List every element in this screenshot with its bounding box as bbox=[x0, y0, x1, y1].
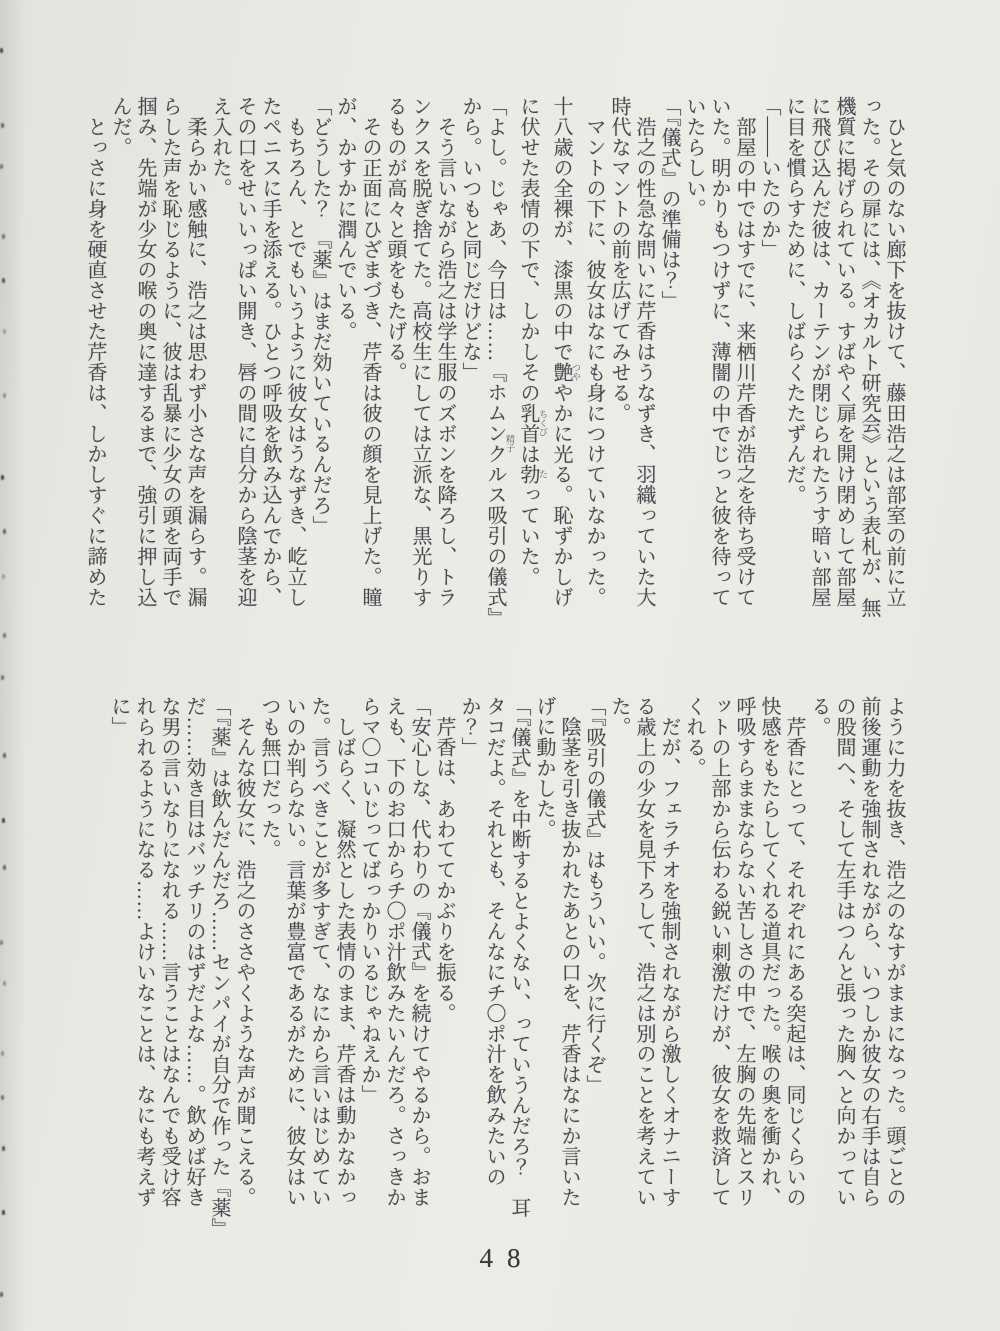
text-column: が、かすかに潤んでいる。 bbox=[334, 96, 356, 342]
text-column: た。言うべきことが多すぎて、なにから言いはじめてい bbox=[308, 696, 330, 1208]
text-column: タコだよ。それとも、そんなにチ〇ポ汁を飲みたいの bbox=[483, 696, 505, 1187]
text-column: 「どうした？ 『薬』はまだ効いているんだろ」 bbox=[309, 96, 331, 536]
text-column: ットの上部から伝わる鋭い刺激だけが、彼女を救済して bbox=[708, 696, 730, 1208]
text-column: げに動かした。 bbox=[533, 696, 555, 840]
scan-smudge bbox=[3, 753, 6, 758]
text-column: るものが高々と頭をもたげる。 bbox=[384, 96, 406, 383]
scan-smudge bbox=[0, 164, 3, 169]
text-column: くれる。 bbox=[683, 696, 705, 778]
scan-smudge bbox=[2, 1210, 5, 1215]
binding-shadow bbox=[0, 0, 26, 1331]
scan-smudge bbox=[3, 981, 6, 986]
text-column: 「よし。じゃあ、今日は……『ホムンクルス 精子吸引の儀式』 bbox=[484, 96, 515, 628]
text-column: から。いつもと同じだけどな」 bbox=[459, 96, 481, 383]
text-column: いた。明かりもつけずに、薄闇の中でじっと彼を待って bbox=[708, 96, 730, 608]
scan-smudge bbox=[1, 475, 4, 480]
text-column: 「『儀式』を中断するとよくない、っていうんだろ？ 耳 bbox=[508, 696, 530, 1218]
text-block-bottom bbox=[106, 696, 906, 1241]
text-column: いのか判らない。言葉が豊富であるがために、彼女はい bbox=[283, 696, 305, 1208]
text-column: んだ。 bbox=[109, 96, 131, 158]
text-column: 呼吸すらままならない苦しさの中で、左胸の先端とスリ bbox=[733, 696, 755, 1208]
scan-smudge bbox=[3, 633, 6, 638]
text-column: に伏せた表情の下で、しかしその乳首 ちくびは勃 たっていた。 bbox=[517, 96, 548, 587]
text-column: に飛び込んだ彼は、カーテンが閉じられたうす暗い部屋 bbox=[808, 96, 830, 608]
text-column: 芹香は、あわててかぶりを振る。 bbox=[433, 696, 455, 1024]
text-column: え入れた。 bbox=[209, 96, 231, 199]
text-column: 前後運動を強制されながら、いつしか彼女の右手は自ら bbox=[858, 696, 880, 1208]
text-column: だ……効き目はバッチリのはずだよな……。飲めば好き bbox=[183, 696, 205, 1208]
text-column: 「――いたのか」 bbox=[758, 96, 780, 260]
text-column: ように力を抜き、浩之のなすがままになった。頭ごとの bbox=[883, 696, 905, 1208]
text-column: 十八歳の全裸が、漆黒の中で艶 つややかに光る。恥ずかしげ bbox=[550, 96, 581, 608]
scan-smudge bbox=[0, 48, 3, 53]
text-column: だが、フェラチオを強制されながら激しくオナニーす bbox=[658, 696, 680, 1208]
text-column: 「『儀式』の準備は？」 bbox=[658, 96, 680, 311]
text-column: る歳上の少女を見下ろして、浩之は別のことを考えてい bbox=[633, 696, 655, 1208]
text-column: らした声を恥じるように、彼は乱暴に少女の頭を両手で bbox=[159, 96, 181, 608]
scan-smudge bbox=[2, 278, 5, 283]
text-column: った。その扉には、《オカルト研究会》という表札が、無 bbox=[858, 96, 880, 618]
scan-smudge bbox=[2, 818, 5, 823]
text-column: マントの下に、彼女はなにも身につけていなかった。 bbox=[583, 96, 605, 608]
scan-smudge bbox=[3, 529, 6, 534]
text-column: いたらしい。 bbox=[683, 96, 705, 219]
text-column: 機質に掲げられている。すばやく扉を開け閉めして部屋 bbox=[833, 96, 855, 608]
text-column: そう言いながら浩之は学生服のズボンを降ろし、トラ bbox=[434, 96, 456, 608]
text-column: 部屋の中ではすでに、来栖川芹香が浩之を待ち受けて bbox=[733, 96, 755, 608]
page-number: 48 bbox=[479, 1243, 535, 1273]
text-column: の股間へ、そして左手はつんと張った胸へと向かってい bbox=[833, 696, 855, 1208]
scan-smudge bbox=[2, 234, 5, 239]
text-column: る。 bbox=[808, 696, 830, 737]
text-column: 陰茎を引き抜かれたあとの口を、芹香はなにか言いた bbox=[558, 696, 580, 1208]
text-column: か？」 bbox=[458, 696, 480, 758]
text-block-top bbox=[82, 96, 906, 641]
text-column: 「『薬』は飲んだんだろ……センパイが自分で作った『薬』 bbox=[208, 696, 230, 1239]
text-column: 「『吸引の儀式』はもういい。次に行くぞ」 bbox=[583, 696, 605, 1095]
text-column: 柔らかい感触に、浩之は思わず小さな声を漏らす。漏 bbox=[184, 96, 206, 608]
ruby-annotated-word: 勃 た bbox=[517, 464, 548, 485]
text-column: その口をせいいっぱい開き、唇の間に自分から陰茎を迎 bbox=[234, 96, 256, 608]
text-column: ンクスを脱ぎ捨てた。高校生にしては立派な、黒光りす bbox=[409, 96, 431, 608]
text-column: 「安心しな、代わりの『儀式』を続けてやるから。おま bbox=[408, 696, 430, 1208]
ruby-annotated-word: 艶 つや bbox=[550, 361, 581, 383]
scan-smudge bbox=[1, 1095, 4, 1100]
scan-smudge bbox=[0, 1292, 3, 1297]
scan-smudge bbox=[3, 329, 6, 334]
ruby-annotated-word: ホムンクルス 精子 bbox=[484, 382, 515, 506]
text-column: つも無口だった。 bbox=[258, 696, 280, 860]
text-column: 快感をもたらしてくれる道具だった。喉の奥を衝かれ、 bbox=[758, 696, 780, 1208]
scan-smudge bbox=[1, 1051, 4, 1056]
text-column: たペニスに手を添える。ひとつ呼吸を飲み込んでから、 bbox=[259, 96, 281, 608]
text-column: そんな彼女に、浩之のささやくような声が聞こえる。 bbox=[233, 696, 255, 1208]
ruby-annotated-word: 乳首 ちくび bbox=[517, 402, 548, 444]
text-column: しばらく、凝然とした表情のまま、芹香は動かなかっ bbox=[333, 696, 355, 1208]
text-column: 浩之の性急な問いに芹香はうなずき、羽織っていた大 bbox=[633, 96, 655, 608]
text-column: 時代なマントの前を広げてみせる。 bbox=[608, 96, 630, 424]
scan-smudge bbox=[2, 574, 5, 579]
text-column: その正面にひざまづき、芹香は彼の顔を見上げた。瞳 bbox=[359, 96, 381, 608]
text-column: らマ〇コいじってばっかりいるじゃねえか」 bbox=[358, 696, 380, 1105]
text-column: に」 bbox=[108, 696, 130, 737]
text-column: えも、下のお口からチ〇ポ汁飲みたいんだろ。さっきか bbox=[383, 696, 405, 1208]
scan-smudge bbox=[3, 865, 6, 870]
text-column: 掴み、先端が少女の喉の奥に達するまで、強引に押し込 bbox=[134, 96, 156, 608]
scan-smudge bbox=[1, 123, 4, 128]
scan-smudge bbox=[2, 1146, 5, 1151]
text-column: 芹香にとって、それぞれにある突起は、同じくらいの bbox=[783, 696, 805, 1208]
text-column: もちろん、とでもいうように彼女はうなずき、屹立し bbox=[284, 96, 306, 608]
text-column: ひと気のない廊下を抜けて、藤田浩之は部室の前に立 bbox=[883, 96, 905, 608]
scan-smudge bbox=[1, 675, 4, 680]
text-column: た。 bbox=[608, 696, 630, 737]
scan-smudge bbox=[0, 940, 3, 945]
text-column: に目を慣らすために、しばらくたたずんだ。 bbox=[783, 96, 805, 505]
text-column: れられるようになる……よけいなことは、なにも考えず bbox=[133, 696, 155, 1208]
text-column: とっさに身を硬直させた芹香は、しかしすぐに諦めた bbox=[84, 96, 106, 608]
scan-smudge bbox=[3, 393, 6, 398]
text-column: な男の言いなりになれる……言うことはなんでも受け容 bbox=[158, 696, 180, 1208]
